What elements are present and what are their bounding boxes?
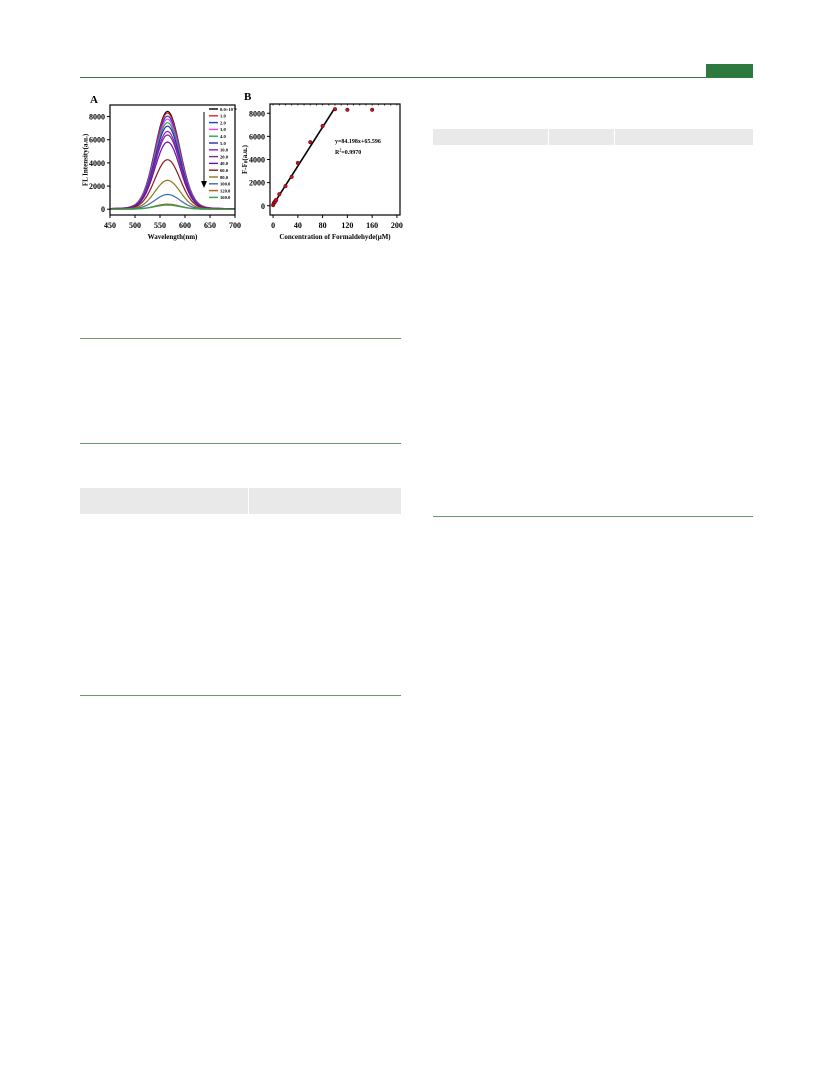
legend-entry: 160.0 (220, 195, 231, 201)
data-point (346, 108, 350, 112)
legend-entry: 80.0 (220, 174, 229, 180)
x-tick-label: 550 (154, 221, 166, 230)
table-header-row (80, 488, 401, 514)
data-point (277, 192, 281, 196)
r-squared: $R^2=0.9970$ (335, 147, 362, 156)
legend-entry: 1.0 (220, 113, 226, 119)
y-axis-label: $F-F_0(a.u.)$ (240, 145, 250, 174)
legend-entry: 3.0 (220, 127, 226, 133)
y-tick-label: 4000 (89, 158, 105, 168)
spectrum-line (110, 142, 235, 209)
data-point (370, 108, 374, 112)
x-tick-label: 600 (179, 221, 191, 230)
divider-rule (80, 695, 401, 696)
header-accent-block (706, 64, 753, 78)
y-axis-label: FL Intensity(a.u.) (82, 133, 90, 187)
legend-entry: 0.0×10⁻⁶ (220, 106, 237, 112)
y-tick-label: 6000 (89, 135, 105, 145)
chart-b (240, 88, 410, 258)
y-tick-label: 0 (261, 201, 265, 211)
data-point (290, 175, 294, 179)
x-tick-label: 120 (341, 221, 354, 230)
legend-entry: 4.0 (220, 134, 226, 139)
y-tick-label: 8000 (249, 109, 265, 119)
x-tick-label: 40 (293, 221, 302, 230)
chart-a (82, 88, 250, 258)
x-tick-label: 160 (366, 221, 379, 230)
data-point (333, 107, 337, 111)
x-tick-label: 500 (129, 221, 141, 230)
divider-rule (80, 443, 401, 444)
divider-rule (80, 338, 401, 339)
legend-entry: 10.0 (220, 147, 229, 153)
y-tick-label: 8000 (89, 112, 105, 122)
fit-equation: y=84.198x+65.596 (335, 139, 381, 145)
x-tick-label: 0 (271, 221, 276, 230)
legend-entry: 120.0 (220, 188, 231, 194)
data-point (274, 198, 278, 202)
plot-frame (270, 104, 400, 215)
x-axis-label: Concentration of Formaldehyde(μM) (279, 233, 391, 241)
panel-label: B (244, 91, 252, 103)
y-tick-label: 0 (101, 205, 105, 215)
legend-entry: 100.0 (220, 181, 231, 187)
legend-entry: 20.0 (220, 154, 229, 160)
decrease-arrow-head (201, 181, 207, 188)
divider-rule (433, 516, 753, 517)
table-header-row (433, 129, 753, 145)
table-column-separator (614, 129, 615, 145)
data-point (284, 184, 288, 188)
table-column-separator (248, 488, 249, 514)
x-tick-label: 80 (318, 221, 327, 230)
panel-label: A (90, 94, 98, 106)
data-point (296, 161, 300, 165)
y-tick-label: 6000 (249, 132, 265, 142)
linear-fit-line (273, 108, 335, 205)
y-tick-label: 2000 (249, 178, 265, 188)
legend-entry: 2.0 (220, 120, 226, 126)
x-axis-label: Wavelength(nm) (147, 233, 198, 241)
x-tick-label: 700 (229, 221, 241, 230)
data-point (308, 140, 312, 144)
x-tick-label: 200 (390, 221, 403, 230)
header-rule (80, 77, 753, 78)
y-tick-label: 4000 (249, 155, 265, 165)
legend-entry: 5.0 (220, 140, 226, 146)
y-tick-label: 2000 (89, 182, 105, 192)
x-tick-label: 650 (204, 221, 216, 230)
x-tick-label: 450 (104, 221, 116, 230)
legend-entry: 60.0 (220, 168, 229, 173)
legend-entry: 40.0 (220, 161, 229, 167)
data-point (321, 124, 325, 128)
table-column-separator (548, 129, 549, 145)
